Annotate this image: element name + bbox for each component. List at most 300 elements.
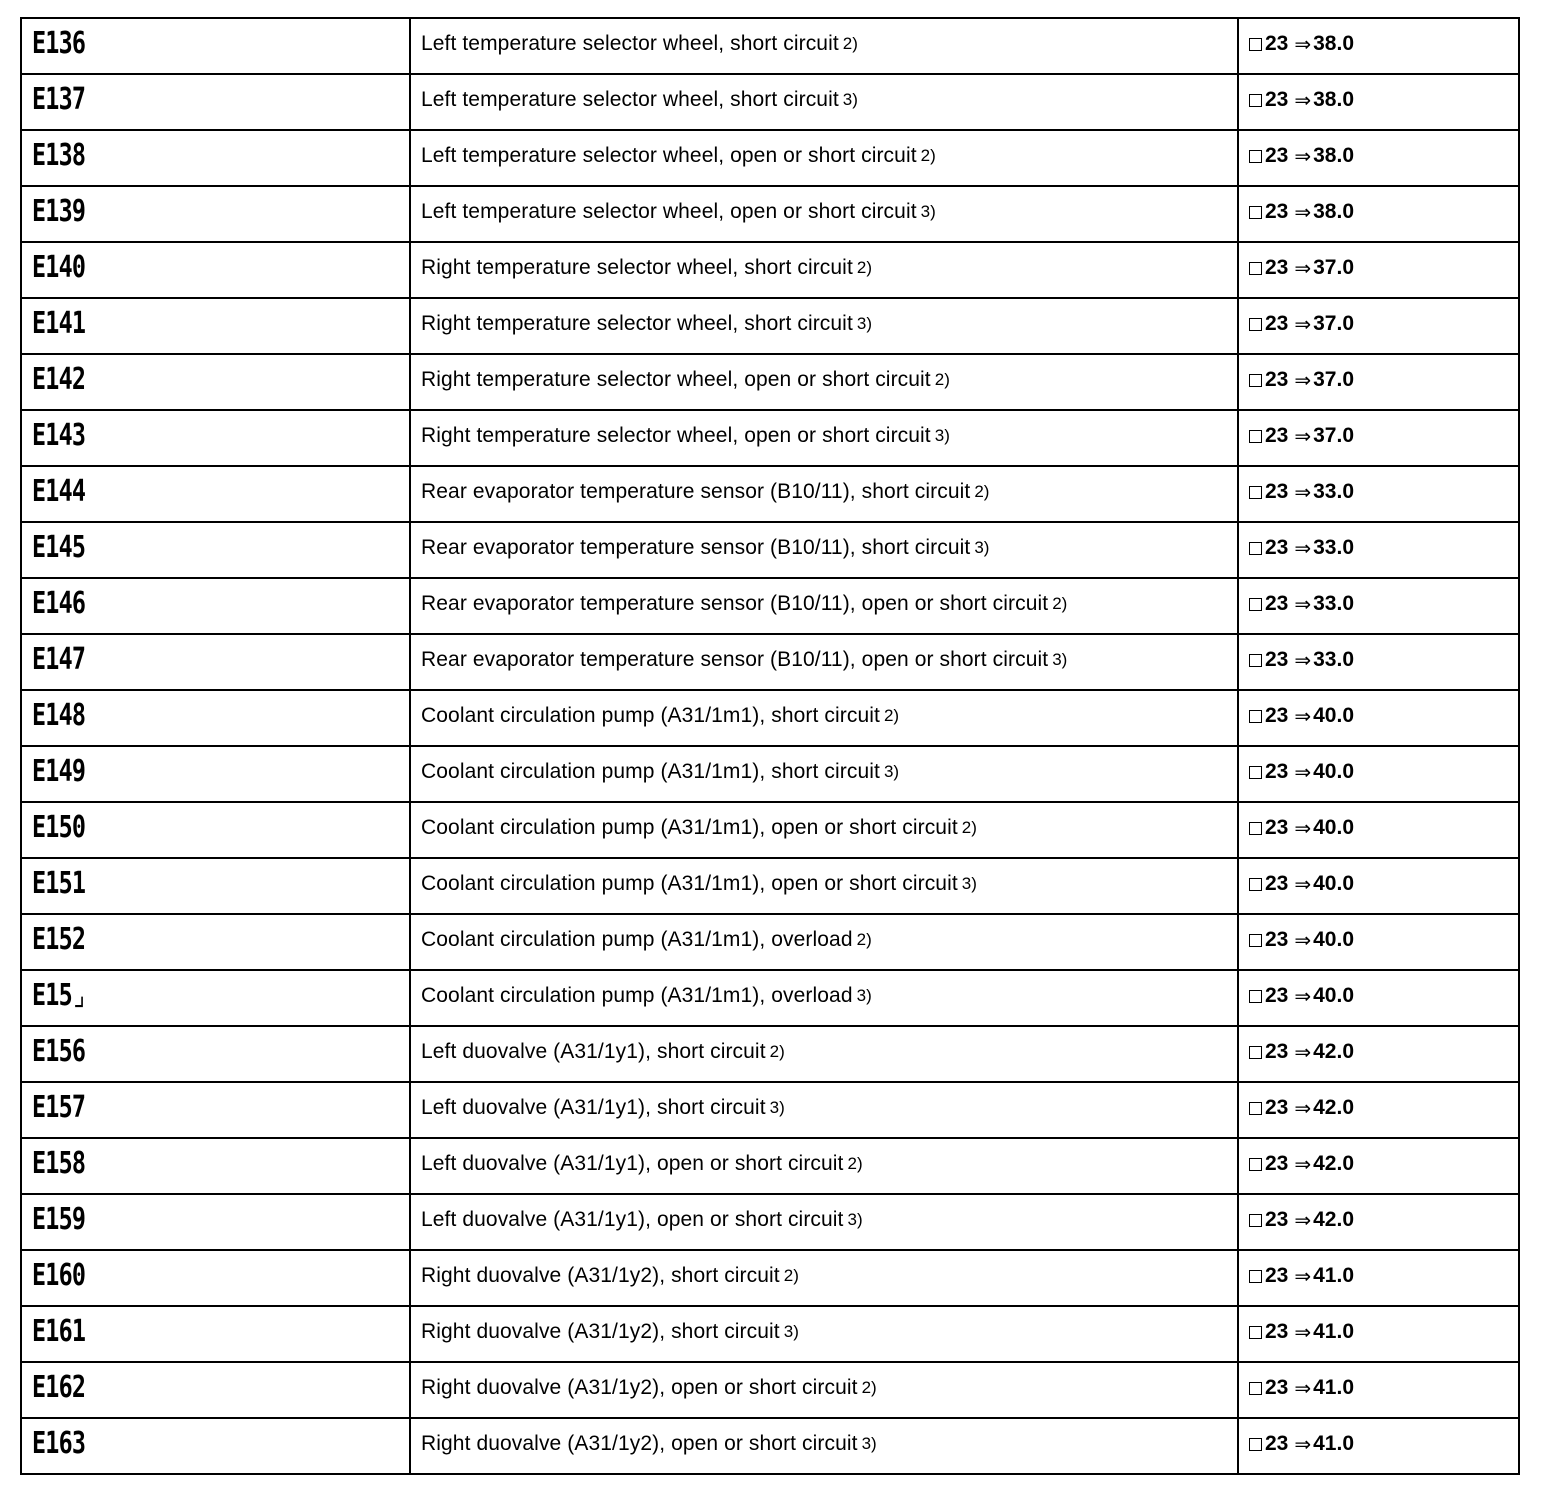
description-cell [409,747,1237,801]
arrow-right-icon: ⇒ [1294,424,1312,448]
fault-description: Right duovalve (A31/1y2), short circuit [421,1264,780,1287]
table-row [20,1195,1520,1251]
fault-code: E147 [32,642,86,677]
fault-code: E146 [32,586,86,621]
fault-description: Right duovalve (A31/1y2), open or short circuit [421,1376,858,1399]
arrow-right-icon: ⇒ [1294,32,1312,56]
table-row [20,243,1520,299]
page-reference [1249,1376,1354,1400]
page-box-icon [1249,710,1262,723]
fault-description: Left temperature selector wheel, open or short circuit [421,200,917,223]
reference-page: 23 [1265,1376,1289,1399]
arrow-right-icon: ⇒ [1294,536,1312,560]
arrow-right-icon: ⇒ [1294,144,1312,168]
fault-code: E142 [32,362,86,397]
page-reference [1249,368,1354,392]
page-reference [1249,32,1354,56]
table-row [20,131,1520,187]
table-row [20,859,1520,915]
description-cell [409,467,1237,521]
fault-code-cell [20,1195,409,1249]
fault-description: Coolant circulation pump (A31/1m1), overload [421,984,853,1007]
footnote-ref: 3) [856,314,873,333]
fault-description: Left duovalve (A31/1y1), open or short circuit [421,1208,844,1231]
arrow-right-icon: ⇒ [1294,1264,1312,1288]
page-box-icon [1249,206,1262,219]
fault-code-cell [20,1083,409,1137]
footnote-ref: 3) [856,986,872,1005]
fault-code: E162 [32,1370,86,1405]
arrow-right-icon: ⇒ [1294,872,1312,896]
page-reference [1249,872,1354,896]
arrow-right-icon: ⇒ [1294,1208,1312,1232]
reference-section: 42.0 [1313,1208,1354,1231]
page-reference [1249,144,1354,168]
fault-code-cell [20,1251,409,1305]
table-row [20,1027,1520,1083]
reference-page: 23 [1265,144,1289,167]
footnote-ref: 2) [961,818,977,837]
reference-cell [1237,523,1520,577]
fault-code-cell [20,131,409,185]
reference-cell [1237,411,1520,465]
page-reference [1249,200,1354,224]
fault-code: E139 [32,194,86,229]
page-reference [1249,256,1354,280]
footnote-ref: 3) [1052,650,1068,669]
fault-code: E160 [32,1258,86,1293]
fault-description: Left temperature selector wheel, open or short circuit [421,144,917,167]
arrow-right-icon: ⇒ [1294,368,1312,392]
fault-code-cell [20,243,409,297]
page-box-icon [1249,1158,1262,1171]
page-box-icon [1249,1438,1262,1451]
page-reference [1249,1040,1354,1064]
table-row [20,1363,1520,1419]
fault-code-cell [20,1419,409,1473]
arrow-right-icon: ⇒ [1294,648,1312,672]
fault-description: Coolant circulation pump (A31/1m1), short circuit [421,760,880,783]
description-cell [409,75,1237,129]
fault-code: E145 [32,530,86,565]
reference-page: 23 [1265,928,1289,951]
reference-section: 40.0 [1313,928,1354,951]
description-cell [409,859,1237,913]
page-reference [1249,424,1354,448]
reference-page: 23 [1265,1152,1289,1175]
reference-section: 41.0 [1313,1264,1354,1287]
page-box-icon [1249,94,1262,107]
page-box-icon [1249,150,1262,163]
reference-section: 38.0 [1313,200,1354,223]
page-box-icon [1249,262,1262,275]
reference-cell [1237,243,1520,297]
description-cell [409,1251,1237,1305]
arrow-right-icon: ⇒ [1294,760,1312,784]
reference-section: 37.0 [1313,256,1354,279]
fault-code-cell [20,1027,409,1081]
page-reference [1249,88,1354,112]
page-reference [1249,1096,1354,1120]
arrow-right-icon: ⇒ [1294,816,1312,840]
table-row [20,299,1520,355]
table-row [20,1307,1520,1363]
fault-code: E144 [32,474,86,509]
reference-cell [1237,1419,1520,1473]
arrow-right-icon: ⇒ [1294,88,1312,112]
arrow-right-icon: ⇒ [1294,312,1312,336]
description-cell [409,523,1237,577]
table-row [20,1251,1520,1307]
fault-code-cell [20,411,409,465]
reference-page: 23 [1265,32,1289,55]
fault-code-cell [20,915,409,969]
footnote-ref: 3) [842,90,858,109]
fault-code-cell [20,467,409,521]
fault-description: Right duovalve (A31/1y2), short circuit [421,1320,780,1343]
fault-code: E163 [32,1426,86,1461]
reference-section: 42.0 [1313,1096,1354,1119]
fault-code-cell [20,299,409,353]
description-cell [409,971,1237,1025]
fault-description: Coolant circulation pump (A31/1m1), open or short circuit [421,816,958,839]
fault-code-cell [20,1363,409,1417]
fault-description: Left duovalve (A31/1y1), short circuit [421,1040,766,1063]
reference-page: 23 [1265,88,1289,111]
reference-page: 23 [1265,872,1289,895]
page-reference [1249,704,1354,728]
reference-section: 41.0 [1313,1432,1354,1455]
fault-code-cell [20,355,409,409]
description-cell [409,131,1237,185]
fault-code-cell [20,187,409,241]
fault-description: Left temperature selector wheel, short circuit [421,88,839,111]
fault-description: Left temperature selector wheel, short circuit [421,32,839,55]
page-reference [1249,592,1354,616]
description-cell [409,1419,1237,1473]
table-row [20,1083,1520,1139]
reference-section: 41.0 [1313,1376,1354,1399]
fault-description: Right duovalve (A31/1y2), open or short circuit [421,1432,858,1455]
fault-code-cell [20,75,409,129]
reference-section: 40.0 [1313,984,1354,1007]
arrow-right-icon: ⇒ [1294,928,1312,952]
description-cell [409,1083,1237,1137]
reference-page: 23 [1265,1264,1289,1287]
reference-section: 33.0 [1313,648,1354,671]
page-reference [1249,1152,1354,1176]
arrow-right-icon: ⇒ [1294,984,1312,1008]
arrow-right-icon: ⇒ [1294,256,1312,280]
description-cell [409,635,1237,689]
fault-description: Coolant circulation pump (A31/1m1), open or short circuit [421,872,958,895]
description-cell [409,1363,1237,1417]
description-cell [409,1195,1237,1249]
footnote-ref: 3) [847,1210,863,1229]
description-cell [409,1027,1237,1081]
description-cell [409,579,1237,633]
fault-code: E159 [32,1202,86,1237]
reference-section: 38.0 [1313,144,1354,167]
footnote-ref: 3) [934,426,950,445]
reference-page: 23 [1265,816,1289,839]
page-reference [1249,1208,1354,1232]
page-box-icon [1249,598,1262,611]
fault-code: E138 [32,138,86,173]
reference-cell [1237,75,1520,129]
page-reference [1249,312,1354,336]
fault-code: E136 [32,26,86,61]
description-cell [409,243,1237,297]
reference-cell [1237,1251,1520,1305]
reference-cell [1237,187,1520,241]
page-reference [1249,760,1354,784]
reference-section: 33.0 [1313,536,1354,559]
description-cell [409,19,1237,73]
reference-page: 23 [1265,536,1289,559]
fault-description: Coolant circulation pump (A31/1m1), short circuit [421,704,880,727]
page-box-icon [1249,1102,1262,1115]
fault-code: E150 [32,810,86,845]
fault-description: Right temperature selector wheel, open or short circuit [421,424,931,447]
reference-section: 42.0 [1313,1040,1354,1063]
reference-section: 33.0 [1313,592,1354,615]
description-cell [409,187,1237,241]
fault-description: Left duovalve (A31/1y1), open or short circuit [421,1152,844,1175]
arrow-right-icon: ⇒ [1294,1152,1312,1176]
page-reference [1249,648,1354,672]
reference-cell [1237,1027,1520,1081]
fault-code-cell [20,691,409,745]
reference-page: 23 [1265,704,1289,727]
reference-page: 23 [1265,1208,1289,1231]
reference-cell [1237,915,1520,969]
fault-code: E148 [32,698,86,733]
reference-section: 38.0 [1313,88,1354,111]
footnote-ref: 2) [847,1154,863,1173]
arrow-right-icon: ⇒ [1294,1040,1312,1064]
footnote-ref: 2) [883,706,900,725]
fault-code-cell [20,635,409,689]
reference-cell [1237,467,1520,521]
page-box-icon [1249,1382,1262,1395]
reference-page: 23 [1265,312,1289,335]
page-box-icon [1249,1046,1262,1059]
arrow-right-icon: ⇒ [1294,200,1312,224]
reference-section: 40.0 [1313,704,1354,727]
description-cell [409,1307,1237,1361]
fault-code-cell [20,803,409,857]
footnote-ref: 3) [961,874,977,893]
fault-code-cell [20,859,409,913]
table-row [20,971,1520,1027]
page-box-icon [1249,542,1262,555]
footnote-ref: 2) [783,1266,799,1285]
description-cell [409,355,1237,409]
description-cell [409,1139,1237,1193]
reference-section: 41.0 [1313,1320,1354,1343]
page-box-icon [1249,878,1262,891]
footnote-ref: 2) [861,1378,877,1397]
reference-section: 40.0 [1313,760,1354,783]
fault-description: Right temperature selector wheel, short circuit [421,312,853,335]
reference-cell [1237,747,1520,801]
fault-code-cell [20,579,409,633]
reference-section: 37.0 [1313,312,1354,335]
page-reference [1249,1432,1354,1456]
table-row [20,187,1520,243]
reference-page: 23 [1265,480,1289,503]
page-box-icon [1249,430,1262,443]
description-cell [409,411,1237,465]
fault-description: Rear evaporator temperature sensor (B10/11), open or short circuit [421,592,1049,615]
description-cell [409,803,1237,857]
reference-page: 23 [1265,648,1289,671]
fault-code: E152 [32,922,86,957]
reference-section: 42.0 [1313,1152,1354,1175]
page-box-icon [1249,990,1262,1003]
reference-cell [1237,859,1520,913]
reference-page: 23 [1265,424,1289,447]
table-row [20,467,1520,523]
fault-description: Rear evaporator temperature sensor (B10/11), open or short circuit [421,648,1049,671]
reference-cell [1237,355,1520,409]
reference-cell [1237,1195,1520,1249]
reference-cell [1237,131,1520,185]
fault-code: E158 [32,1146,86,1181]
table-row [20,411,1520,467]
footnote-ref: 2) [934,370,950,389]
table-row [20,803,1520,859]
reference-page: 23 [1265,1096,1289,1119]
reference-section: 37.0 [1313,368,1354,391]
page-reference [1249,816,1354,840]
table-row [20,691,1520,747]
footnote-ref: 3) [783,1322,799,1341]
reference-cell [1237,299,1520,353]
reference-cell [1237,971,1520,1025]
page-box-icon [1249,1326,1262,1339]
fault-code: E140 [32,250,86,285]
page-box-icon [1249,486,1262,499]
footnote-ref: 3) [920,202,936,221]
fault-code: E141 [32,306,86,341]
arrow-right-icon: ⇒ [1294,1432,1312,1456]
page-reference [1249,480,1354,504]
fault-code: E151 [32,866,86,901]
fault-code-cell [20,971,409,1025]
reference-cell [1237,803,1520,857]
footnote-ref: 2) [974,482,990,501]
reference-page: 23 [1265,256,1289,279]
footnote-ref: 2) [769,1042,785,1061]
page-box-icon [1249,1214,1262,1227]
page-box-icon [1249,318,1262,331]
footnote-ref: 2) [856,930,872,949]
footnote-ref: 2) [856,258,873,277]
arrow-right-icon: ⇒ [1294,1320,1312,1344]
table-row [20,1139,1520,1195]
fault-code: E161 [32,1314,86,1349]
table-row [20,523,1520,579]
reference-page: 23 [1265,984,1289,1007]
table-row [20,635,1520,691]
arrow-right-icon: ⇒ [1294,704,1312,728]
page-reference [1249,928,1354,952]
fault-description: Coolant circulation pump (A31/1m1), overload [421,928,853,951]
description-cell [409,915,1237,969]
arrow-right-icon: ⇒ [1294,1376,1312,1400]
fault-code-cell [20,1139,409,1193]
page-reference [1249,1320,1354,1344]
page-box-icon [1249,934,1262,947]
fault-code-cell [20,523,409,577]
reference-cell [1237,691,1520,745]
arrow-right-icon: ⇒ [1294,1096,1312,1120]
page-box-icon [1249,822,1262,835]
reference-section: 40.0 [1313,872,1354,895]
table-row [20,75,1520,131]
arrow-right-icon: ⇒ [1294,592,1312,616]
reference-page: 23 [1265,1040,1289,1063]
reference-page: 23 [1265,1432,1289,1455]
table-row [20,747,1520,803]
fault-description: Rear evaporator temperature sensor (B10/11), short circuit [421,536,971,559]
reference-page: 23 [1265,368,1289,391]
footnote-ref: 3) [974,538,990,557]
fault-description: Left duovalve (A31/1y1), short circuit [421,1096,766,1119]
fault-code: E149 [32,754,86,789]
footnote-ref: 2) [1052,594,1068,613]
fault-code-table [20,17,1520,1475]
footnote-ref: 3) [861,1434,877,1453]
arrow-right-icon: ⇒ [1294,480,1312,504]
fault-code: E157 [32,1090,86,1125]
fault-code-cell [20,747,409,801]
description-cell [409,299,1237,353]
fault-code-cell [20,19,409,73]
page-reference [1249,536,1354,560]
reference-page: 23 [1265,760,1289,783]
reference-page: 23 [1265,592,1289,615]
table-row [20,19,1520,75]
reference-page: 23 [1265,200,1289,223]
reference-cell [1237,1307,1520,1361]
fault-code: E143 [32,418,86,453]
footnote-ref: 3) [883,762,900,781]
page-reference [1249,984,1354,1008]
reference-cell [1237,1083,1520,1137]
footnote-ref: 2) [920,146,936,165]
table-row [20,915,1520,971]
footnote-ref: 3) [769,1098,785,1117]
fault-code: E15⌟ [32,978,86,1013]
fault-code-cell [20,1307,409,1361]
page-box-icon [1249,766,1262,779]
page-box-icon [1249,1270,1262,1283]
fault-description: Right temperature selector wheel, short circuit [421,256,853,279]
reference-page: 23 [1265,1320,1289,1343]
fault-description: Right temperature selector wheel, open or short circuit [421,368,931,391]
reference-section: 33.0 [1313,480,1354,503]
reference-section: 37.0 [1313,424,1354,447]
footnote-ref: 2) [842,34,858,53]
reference-cell [1237,579,1520,633]
page-box-icon [1249,374,1262,387]
page-reference [1249,1264,1354,1288]
reference-cell [1237,19,1520,73]
fault-code: E137 [32,82,86,117]
